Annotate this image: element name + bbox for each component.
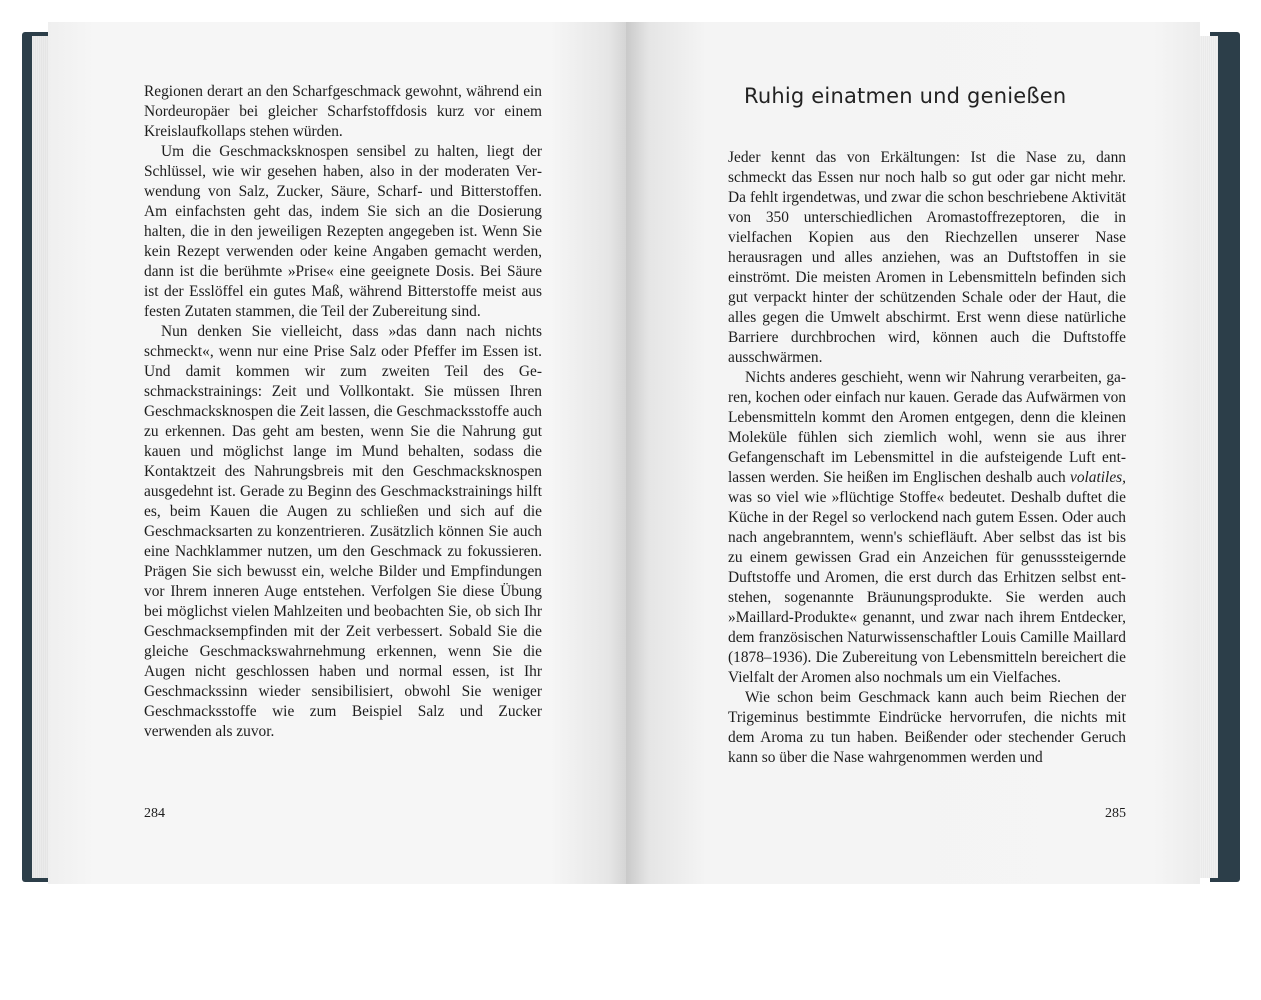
page-number-right: 285 [1105,806,1126,821]
chapter-title: Ruhig einatmen und genießen [744,84,1067,108]
italic-term-volatiles: volatiles, [1070,469,1126,486]
right-page-body [728,148,1126,768]
left-page [48,22,632,884]
left-paragraph-2: Um die Geschmacksknospen sensibel zu halten, liegt der Schlüssel, wie wir gesehen haben, also in der moderaten Verwendung von Salz, Zucker, Säure, Scharf- und Bitterstoffen. Am einfachsten geht das, indem Sie sich an die Dosierung halten, die in den jeweiligen Rezepten angegeben ist. Wenn Sie kein Rezept verwenden oder keine Angaben gemacht werden, dann ist die berühmte »Prise« eine geeignete Dosis. Bei Säure ist der Esslöffel ein gutes Maß, während Bitterstoffe meist aus festen Zutaten stammen, die Teil der Zubereitung sind. [144,143,542,320]
right-paragraph-3: Wie schon beim Geschmack kann auch beim Riechen der Trigeminus bestimmte Eindrücke hervorrufen, die nichts mit dem Aroma zu tun haben. Beißender oder stechender Geruch kann so über die Nase wahrgenommen werden und [728,689,1126,766]
right-paragraph-2 [728,368,1126,688]
right-paragraph-2-part-1: Nichts anderes geschieht, wenn wir Nahrung verarbeiten, garen, kochen oder einfach nur kauen. Gerade das Aufwärmen von Lebensmitteln kommt den Aromen entgegen, denn die kleinen Moleküle fühlen sich ziemlich wohl, wenn sie aus ihrer Gefangenschaft im Lebensmittel in die aufsteigende Luft entlassen werden. Sie heißen im Englischen deshalb auch [728,369,1126,486]
open-book [22,22,1240,884]
left-paragraph-1: Regionen derart an den Scharfgeschmack gewohnt, während ein Nordeuropäer bei gleicher Scharfstoffdosis kurz vor einem Kreislaufkollaps stehen würden. [144,83,542,140]
right-page [626,22,1200,884]
left-page-body [144,82,542,742]
right-paragraph-1: Jeder kennt das von Erkältungen: Ist die Nase zu, dann schmeckt das Essen nur noch halb so gut oder gar nicht mehr. Da fehlt irgendetwas, und zwar die schon beschriebene Aktivität von 350 unterschiedlichen Aromastoffrezeptoren, die in vielfachen Kopien aus den Riechzellen unserer Nase herausragen und alles anziehen, was an Duftstoffen in sie einströmt. Die meisten Aromen in Lebensmitteln befinden sich gut verpackt hinter der schützenden Schale oder der Haut, die alles gegen die Umwelt abschirmt. Erst wenn diese natürliche Barriere durchbrochen wird, können auch die Duftstoffe ausschwärmen. [728,149,1126,366]
right-paragraph-2-part-2: was so viel wie »flüchtige Stoffe« bedeutet. Deshalb duftet die Küche in der Regel so verlockend nach gutem Essen. Oder auch nach angebranntem, wenn's schiefläuft. Aber selbst das ist bis zu einem gewissen Grad ein Anzeichen für genusssteigernde Duftstoffe und Aromen, die erst durch das Erhitzen selbst entstehen, sogenannte Bräunungsprodukte. Sie werden auch »Maillard-Produkte« genannt, und zwar nach ihrem Entdecker, dem französischen Naturwissenschaftler Louis Camille Maillard (1878–1936). Die Zubereitung von Lebensmitteln bereichert die Vielfalt der Aromen also nochmals um ein Vielfaches. [728,489,1126,686]
page-number-left: 284 [144,806,165,821]
left-paragraph-3: Nun denken Sie vielleicht, dass »das dann nach nichts schmeckt«, wenn nur eine Prise Salz oder Pfeffer im Essen ist. Und damit kommen wir zum zweiten Teil des Geschmackstrainings: Zeit und Vollkontakt. Sie müssen Ihren Geschmacksknospen die Zeit lassen, die Geschmacksstoffe auch zu erkennen. Das geht am besten, wenn Sie die Nahrung gut kauen und möglichst lange im Mund behalten, sodass die Kontaktzeit des Nahrungsbreis mit den Geschmacksknospen ausgedehnt ist. Gerade zu Beginn des Geschmackstrainings hilft es, beim Kauen die Augen zu schließen und sich auf die Geschmacksarten zu konzentrieren. Zusätzlich können Sie auch eine Nachklammer nutzen, um den Geschmack zu fokussieren. Prägen Sie sich bewusst ein, welche Bilder und Empfindungen vor Ihrem inneren Auge entstehen. Verfolgen Sie diese Übung bei möglichst vielen Mahlzeiten und beobachten Sie, ob sich Ihr Geschmacksempfinden mit der Zeit verbessert. Sobald Sie die gleiche Geschmackswahrnehmung erkennen, wenn Sie die Augen nicht geschlossen haben und normal essen, ist Ihr Geschmackssinn wieder sensibilisiert, obwohl Sie weniger Geschmacksstoffe wie zum Beispiel Salz und Zucker verwenden als zuvor. [144,323,542,740]
